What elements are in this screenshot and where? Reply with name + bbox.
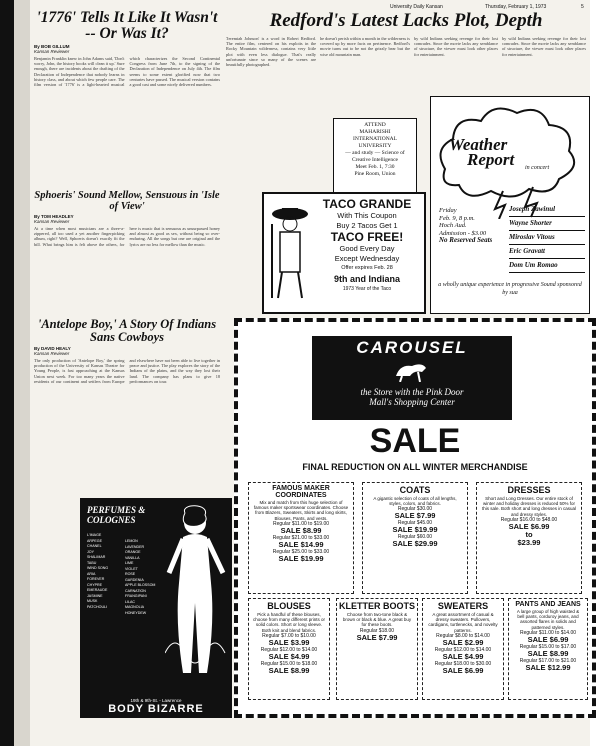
sale-price: SALE $12.99 [525, 662, 571, 672]
regular-price: Regular $12.00 to $14.00 [434, 646, 492, 653]
carousel-logo-block [312, 336, 512, 420]
taco-line2: Buy 2 Tacos Get 1 [336, 221, 398, 230]
byline-sphoeris: By TOM HEADLEY [34, 214, 74, 219]
weather-time: Feb. 9, 8 p.m. [439, 214, 475, 222]
perfume-list-right [125, 539, 165, 616]
article-sphoeris [34, 190, 220, 314]
perfume-item: PATCHOULI [87, 604, 108, 609]
perfume-item: ROSE [125, 572, 136, 576]
weather-title-line1: Weather [449, 135, 508, 154]
taco-line5: Except Wednesday [334, 254, 400, 263]
weather-admission: Admission - $3.00 [439, 229, 487, 237]
article-1776 [34, 10, 220, 188]
weather-subtitle: in concert [525, 165, 550, 171]
perfume-item: FOREVER [87, 577, 105, 581]
taco-free: TACO FREE! [330, 230, 404, 244]
perfume-item: ARIA [87, 571, 96, 576]
weather-performers [509, 203, 585, 273]
sale-price: SALE $19.99 [392, 525, 438, 535]
perfume-item: VANILLA [125, 555, 140, 560]
binding-margin [14, 0, 30, 746]
weather-day: Friday [439, 207, 457, 214]
taco-line4: Good Every Day [339, 244, 395, 253]
sale-price: to [525, 529, 533, 539]
perfume-item: LAVENDER [125, 544, 145, 549]
carousel-tagline2: Mall's Shopping Center [369, 397, 455, 407]
redford-col-4: by wild Indians seeking revenge for their lost comrades. Since the movie lacks any semblance of structure, the viewer must look other places for entertainment. [502, 36, 586, 57]
sale-heading: SALE [369, 422, 461, 460]
sale-price: SALE $4.99 [442, 651, 484, 661]
article-antelope-boy [34, 318, 220, 498]
performer-1: Joseph Zawinul [509, 203, 585, 217]
meditation-ad [333, 118, 417, 197]
sale-price: SALE $8.99 [527, 648, 569, 658]
sale-price: SALE $14.99 [278, 539, 324, 549]
sale-item [508, 598, 588, 700]
carousel-logo: CAROUSEL [356, 338, 468, 357]
regular-price: Regular $12.00 to $14.00 [260, 646, 318, 653]
regular-price: Regular $16.00 to $48.00 [500, 516, 558, 523]
headline-sphoeris: Sphoeris' Sound Mellow, Sensuous in 'Isle of View' [34, 190, 220, 212]
perfume-item: L'IMAGE [87, 533, 102, 537]
perfume-item: WIND SONG [87, 566, 109, 570]
perfume-item: CARNATION [125, 588, 146, 593]
byline-title-sphoeris: Kansan Reviewer [34, 219, 70, 224]
weather-venue: Hoch Aud. [439, 222, 467, 229]
regular-price: Regular $7.00 to $10.00 [262, 632, 316, 639]
regular-price: Regular $11.00 to $19.00 [272, 520, 330, 527]
meditation-line3: INTERNATIONAL [353, 136, 397, 142]
taco-expiry: Offer expires Feb. 28 [341, 265, 393, 271]
byline-antelope: By DAVID HEALY [34, 346, 71, 351]
perfume-item: GARDENIA [125, 577, 144, 582]
issue-date: Thursday, February 1, 1973 [485, 4, 547, 10]
body-antelope-boy: The only production of 'Antelope Boy,' the spring production of the University of Kansas Theatre for Young People, is fast approaching at the Kansas Union next week. For too many years the native residents of our continent and settlers from Europe and elsewhere have not been able to live together in peace and justice. The play explores the story of the Indians of the plains, and the way they lost their land. The company has plans to give 18 performances on tour. [34, 358, 220, 384]
sale-price: SALE $8.99 [280, 525, 322, 535]
headline-antelope-boy: 'Antelope Boy,' A Story Of Indians Sans Cowboys [37, 317, 217, 344]
sale-item-description: Short and Long Dresses. Our entire stock of winter and holiday dresses is reduced 50% for this sale. Both short and long dresses in casual and dressy styles. [481, 496, 577, 517]
perfume-item: EMERAUDE [87, 588, 108, 592]
perfume-item: JASMINE [87, 593, 103, 598]
perfume-item: LIME [125, 561, 134, 565]
figure-illustration [165, 503, 227, 683]
sale-price: SALE $3.99 [268, 637, 310, 647]
byline-title-1776: Kansan Reviewer [34, 49, 70, 54]
meditation-line7: Meet Feb. 1, 7:30 [355, 164, 395, 170]
sale-price: SALE $6.99 [527, 634, 569, 644]
meditation-line6: Creative Intelligence [352, 157, 398, 163]
regular-price: Regular $21.00 to $33.00 [272, 534, 330, 541]
perfume-item: HONEYDEW [125, 610, 147, 615]
sale-price: SALE $6.99 [442, 665, 484, 675]
sale-item-title: DRESSES [507, 485, 551, 495]
meditation-line2: MAHARISHI [359, 129, 391, 135]
perfume-item: ARPEGE [87, 538, 102, 543]
regular-price: Regular $18.00 [359, 627, 395, 634]
sale-item-title: COATS [399, 485, 431, 495]
perfume-item: MAGNOLIA [125, 605, 144, 609]
sale-price: SALE $2.99 [442, 637, 484, 647]
carousel-horse-icon [392, 358, 432, 382]
carousel-tagline1: the Store with the Pink Door [360, 387, 464, 397]
perfumes-title [87, 505, 145, 525]
weather-details [439, 207, 499, 245]
newspaper-page [30, 0, 590, 746]
body-bizarre-ad [80, 498, 232, 718]
perfume-item: LILAC [125, 599, 135, 604]
sale-item-description: A gigantic selection of coats of all lengths, styles, colors, and fabrics. [373, 496, 457, 507]
regular-price: Regular $15.00 to $17.00 [519, 643, 577, 650]
perfume-item: ORANGE [125, 550, 141, 554]
byline-1776: By BOB GILLUM [34, 44, 70, 49]
sale-item-title: BLOUSES [267, 601, 311, 611]
weather-report-ad [430, 96, 590, 314]
perfume-item: JOY [87, 549, 94, 554]
sale-item [422, 598, 504, 700]
regular-price: Regular $8.00 to $14.00 [436, 632, 490, 639]
perfume-item: APPLE BLOSSOM [125, 583, 156, 587]
weather-title-line2: Report [467, 150, 515, 169]
perfume-item: SHALIMAR [87, 555, 106, 559]
perfume-item: VIOLET [125, 566, 138, 571]
weather-tickets: No Reserved Seats [439, 236, 493, 244]
regular-price: Regular $25.00 to $33.00 [272, 548, 330, 555]
sale-price: SALE $19.99 [278, 553, 324, 563]
weather-title [449, 137, 514, 167]
scan-edge [0, 0, 14, 746]
sale-subtitle: FINAL REDUCTION ON ALL WINTER MERCHANDISE [302, 462, 528, 472]
sale-item-description: A great assortment of casual & dressy sweaters. Pullovers, cardigans, turtlenecks, and novelty patterns. [428, 612, 498, 633]
sale-price: SALE $7.99 [394, 511, 436, 521]
regular-price: Regular $15.00 to $18.00 [260, 660, 318, 667]
perfume-list-left [87, 533, 123, 610]
perfume-item: FRANGIPANI [125, 594, 147, 598]
performer-5: Dom Um Romao [509, 259, 585, 273]
sale-price: SALE $6.99 [508, 521, 550, 531]
redford-col-1: 'Jeremiah Johnson' is a word in Robert Redford. The entire film, centered on his exploits in the Rocky Mountain wilderness, contains very little plot with even less dialogue. That's really unfortunate since so many of the scenes are beautifully photographed. [226, 36, 316, 68]
taco-man-illustration [268, 204, 312, 300]
meditation-line8: Pine Room, Union [354, 171, 396, 177]
page-number: 5 [581, 4, 584, 10]
sale-price: $23.99 [517, 537, 541, 547]
taco-footer: 1973 Year of the Taco [342, 286, 392, 292]
sale-item-description: Choose from two-tone black & brown or black & blue. A great buy for these boots. [342, 612, 412, 628]
sale-item-description: Mix and match from this huge selection of famous maker sportswear coordinates. Choose from Blazers, Sweaters, Skirts and long skirts, Blouses, Pants, and vests. [253, 500, 349, 521]
regular-price: Regular $18.00 to $30.00 [434, 660, 492, 667]
sale-item-description: A large group of high waisted & bell pants, corduroy jeans, and assorted flares in solids and patterned styles. [516, 609, 580, 630]
sale-item-description: Pick a handful of these blouses, choose from many different prints or solid colors. Short or long sleeve. Both knit and blend fabrics. [253, 612, 325, 633]
sale-item-title: KLETTER BOOTS [339, 601, 415, 611]
carousel-sale-ad [234, 318, 596, 718]
headline-1776: '1776' Tells It Like It Wasn't -- Or Was It? [36, 9, 218, 42]
perfume-item: CHANEL [87, 544, 102, 548]
perfume-item: CHYPRE [87, 582, 102, 587]
body-1776: Benjamin Franklin knew in John Adams said, 'Don't worry, John, the history books will clean it up.' Sure enough, there are incidents about the drafting of the Declaration of Independence that nobody learns in history class, and about which few people care. The film version of '1776' is a light-hearted musical which characterizes the Second Continental Congress from June 7th, to the signing of the Declaration of Independence on July 4th. The film seems to some extent glorified now that two centuries have passed. The musical version contains a good cast and some nicely delivered numbers. [34, 56, 220, 88]
byline-title-antelope: Kansan Reviewer [34, 351, 70, 356]
sale-item-title: SWEATERS [437, 601, 489, 611]
sale-item [248, 598, 330, 700]
regular-price: Regular $30.00 [397, 506, 433, 513]
regular-price: Regular $11.00 to $14.00 [519, 629, 577, 636]
sale-item [336, 598, 418, 700]
taco-title: TACO GRANDE [322, 197, 412, 211]
store-address: 19th & 9th-St. - Lawrence [130, 698, 182, 703]
taco-grande-ad [262, 192, 426, 314]
store-name: BODY BIZARRE [108, 703, 204, 715]
article-redford [226, 10, 586, 32]
sale-price: SALE $4.99 [268, 651, 310, 661]
body-sphoeris: At a time when most musicians are a three-a-zippered, all too used a yet another fingerpicking album, right? Well, Sphoeris doesn't exactly fit the bill. What brings him is felt above the others, for here is music that is sensuous as unsurpassed honey and almost as good as sex, without being so over-enduring. All the songs but one are original and the lyrics are no less for mellow than the music. [34, 226, 220, 247]
weather-footer: a wholly unique experience in progressive Sound sponsored by sua [438, 282, 582, 296]
redford-col-3: by wild Indians seeking revenge for their lost comrades. Since the movie lacks any semblance of structure, the viewer must look other places for entertainment. [414, 36, 498, 57]
paper-name: University Daily Kansan [390, 4, 443, 10]
sale-price: SALE $8.99 [268, 665, 310, 675]
performer-2: Wayne Shorter [509, 217, 585, 231]
sale-price: SALE $7.99 [356, 632, 398, 642]
perfumes-title-line2: COLOGNES [87, 515, 136, 525]
perfumes-title-line1: PERFUMES & [87, 505, 146, 515]
sale-item [362, 482, 468, 594]
regular-price: Regular $45.00 [397, 520, 433, 527]
sale-item-title: FAMOUS MAKER COORDINATES [272, 485, 330, 499]
sale-price: SALE $29.99 [392, 539, 438, 549]
sale-item [248, 482, 354, 594]
taco-line1: With This Coupon [337, 211, 397, 220]
regular-price: Regular $60.00 [397, 534, 433, 541]
meditation-line1: ATTEND [364, 122, 386, 128]
meditation-line5: — and study — Science of [345, 150, 405, 156]
perfume-item: TABU [87, 560, 97, 565]
taco-address: 9th and Indiana [333, 274, 400, 284]
sale-item [476, 482, 582, 594]
headline-redford: Redford's Latest Lacks Plot, Depth [269, 10, 543, 31]
sale-item-title: PANTS AND JEANS [515, 601, 581, 608]
perfume-item: LEMON [125, 539, 138, 543]
performer-3: Miroslav Vitous [509, 231, 585, 245]
performer-4: Eric Gravatt [509, 245, 585, 259]
regular-price: Regular $17.00 to $21.00 [519, 657, 577, 664]
perfume-item: MUSK [87, 599, 98, 603]
redford-col-2: he doesn't perish within a month in the wilderness is covered up by more facts on pertinence. Redford's movie turns out to be not the grizzly bear but the wise old mountain man. [320, 36, 410, 57]
meditation-line4: UNIVERSITY [358, 143, 392, 149]
